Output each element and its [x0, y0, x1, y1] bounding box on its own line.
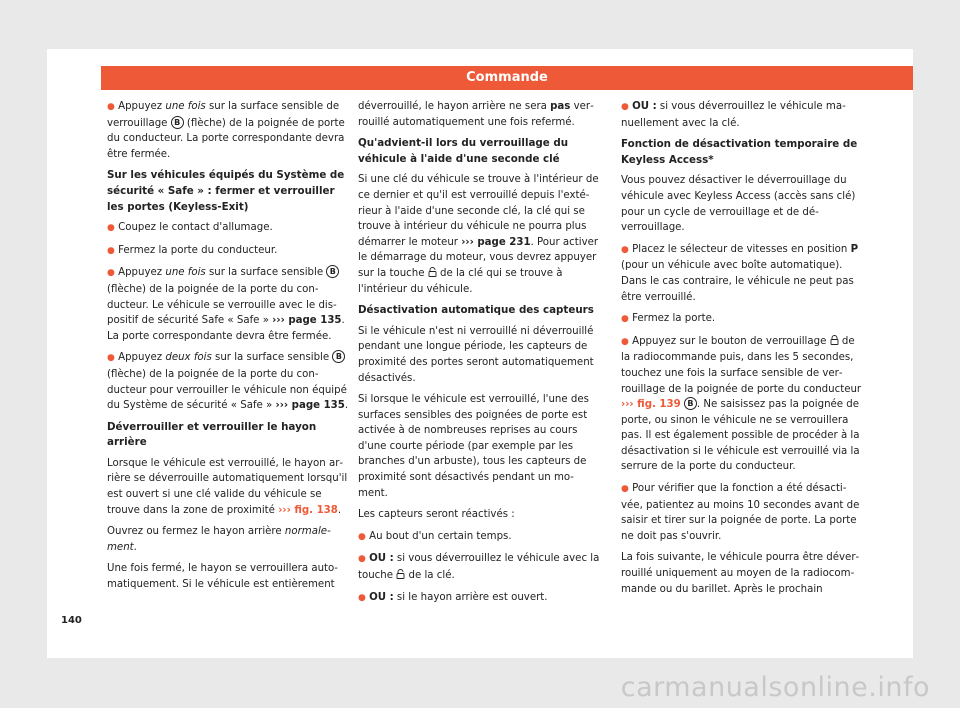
bullet-icon: ●: [621, 336, 629, 347]
paragraph: Les capteurs seront réactivés :: [358, 509, 515, 521]
paragraph: Si une clé du véhicule se trouve à l'intérieur de ce dernier et qu'il est verrouillé depuis l'extérieur à l'aide d'une seconde clé, la clé qui se trouve à intérieur du véhicule ne pourra plus démarrer le moteur ››› page 231. Pour activer le démarrage du moteur, vous devrez appuyer sur la touche de la clé qui se trouve à l'intérieur du véhicule.: [358, 174, 599, 295]
list-item: ● OU : si le hayon arrière est ouvert.: [358, 591, 548, 603]
bullet-icon: ●: [107, 353, 115, 364]
manual-page: [47, 49, 913, 658]
list-item: ● OU : si vous déverrouillez le véhicule avec la touche de la clé.: [358, 553, 600, 582]
bullet-icon: ●: [107, 268, 115, 279]
section-heading: Sur les véhicules équipés du Système de sécurité « Safe » : fermer et verrouiller les portes (Keyless-Exit): [107, 169, 345, 213]
page-reference-link[interactable]: ››› page 135: [272, 315, 342, 327]
unlock-icon: [428, 267, 437, 277]
paragraph: déverrouillé, le hayon arrière ne sera pas verrouillé automatiquement une fois refermé.: [358, 101, 594, 128]
figure-reference-link[interactable]: ››› fig. 139: [621, 399, 681, 411]
paragraph: Si lorsque le véhicule est verrouillé, l'une des surfaces sensibles des poignées de porte est activée à de nombreuses reprises au cours d'une courte période (par exemple par les branches d'un arbuste), tous les capteurs de proximité sont désactivés pendant un moment.: [358, 394, 589, 499]
section-heading: Qu'advient-il lors du verrouillage du véhicule à l'aide d'une seconde clé: [358, 137, 569, 165]
watermark: carmanualsonline.info: [620, 672, 930, 703]
page-number: 140: [61, 615, 82, 626]
list-item: ● Au bout d'un certain temps.: [358, 530, 512, 542]
bullet-icon: ●: [107, 223, 115, 234]
column-3: [621, 99, 863, 603]
bullet-icon: ●: [358, 592, 366, 603]
bullet-icon: ●: [621, 102, 629, 112]
unlock-icon: [396, 569, 405, 579]
bullet-icon: ●: [107, 102, 115, 112]
callout-b-badge: B: [326, 265, 339, 278]
paragraph: ● Appuyez une fois sur la surface sensible de verrouillage B (flèche) de la poignée de porte du conducteur. La porte correspondante devra être fermée.: [107, 101, 345, 160]
list-item: ● Coupez le contact d'allumage.: [107, 222, 273, 234]
paragraph: Si le véhicule n'est ni verrouillé ni déverrouillé pendant une longue période, les capteurs de proximité des portes seront automatiquement désactivés.: [358, 325, 594, 384]
column-2: [358, 99, 600, 612]
paragraph: Lorsque le véhicule est verrouillé, le hayon arrière se déverrouille automatiquement lorsqu'il est ouvert si une clé valide du véhicule se trouve dans la zone de proximité ››› fig. 138.: [107, 457, 348, 516]
list-item: ● OU : si vous déverrouillez le véhicule manuellement avec la clé.: [621, 101, 846, 129]
bullet-icon: ●: [621, 244, 629, 255]
page-reference-link[interactable]: ››› page 231: [461, 236, 531, 248]
callout-b-badge: B: [332, 350, 345, 363]
figure-reference-link[interactable]: ››› fig. 138: [278, 504, 338, 516]
section-heading: Déverrouiller et verrouiller le hayon arrière: [107, 420, 317, 449]
paragraph: Vous pouvez désactiver le déverrouillage du véhicule avec Keyless Access (accès sans clé) pour un cycle de verrouillage et de déverrouillage.: [621, 175, 856, 234]
paragraph: Une fois fermé, le hayon se verrouillera automatiquement. Si le véhicule est entièrement: [107, 563, 338, 591]
list-item: ● Fermez la porte du conducteur.: [107, 244, 278, 256]
list-item: ● Appuyez deux fois sur la surface sensible B (flèche) de la poignée de la porte du conducteur pour verrouiller le véhicule non équipé du Système de sécurité « Safe » ››› page 135.: [107, 352, 349, 412]
paragraph: Ouvrez ou fermez le hayon arrière normalement.: [107, 526, 331, 553]
page-reference-link[interactable]: ››› page 135: [275, 400, 345, 412]
callout-b-badge: B: [171, 116, 184, 129]
bullet-icon: ●: [358, 531, 366, 542]
paragraph: La fois suivante, le véhicule pourra être déverrouillé uniquement au moyen de la radiocommande ou du barillet. Après le prochain: [621, 552, 860, 595]
list-item: ● Fermez la porte.: [621, 313, 716, 325]
bullet-icon: ●: [107, 245, 115, 256]
list-item: ● Placez le sélecteur de vitesses en position P (pour un véhicule avec boîte automatique). Dans le cas contraire, le véhicule ne peut pas être verrouillé.: [621, 243, 859, 303]
list-item: ● Appuyez une fois sur la surface sensible B (flèche) de la poignée de la porte du conducteur. Le véhicule se verrouille avec le dispositif de sécurité Safe « Safe » ››› page 135. La porte correspondante devra être fermée.: [107, 267, 345, 342]
column-1: [107, 99, 349, 599]
section-header: Commande: [101, 66, 913, 90]
lock-icon: [830, 335, 839, 345]
list-item: ● Appuyez sur le bouton de verrouillage de la radiocommande puis, dans les 5 secondes, touchez une fois la surface sensible de verrouillage de la poignée de porte du conducteur ››› fig. 139 B . Ne saisissez pas la poignée de porte, ou sinon le véhicule ne se verrouillera pas. Il est également possible de procéder à la désactivation si le véhicule est verrouillé via la serrure de la porte du conducteur.: [621, 335, 862, 473]
bullet-icon: ●: [358, 554, 366, 565]
section-heading: Fonction de désactivation temporaire de Keyless Access*: [621, 138, 858, 166]
list-item: ● Pour vérifier que la fonction a été désactivée, patientez au moins 10 secondes avant de saisir et tirer sur la poignée de porte. La porte ne doit pas s'ouvrir.: [621, 483, 860, 542]
section-heading: Désactivation automatique des capteurs: [358, 304, 594, 317]
callout-b-badge: B: [684, 397, 697, 410]
bullet-icon: ●: [621, 314, 629, 325]
bullet-icon: ●: [621, 484, 629, 495]
